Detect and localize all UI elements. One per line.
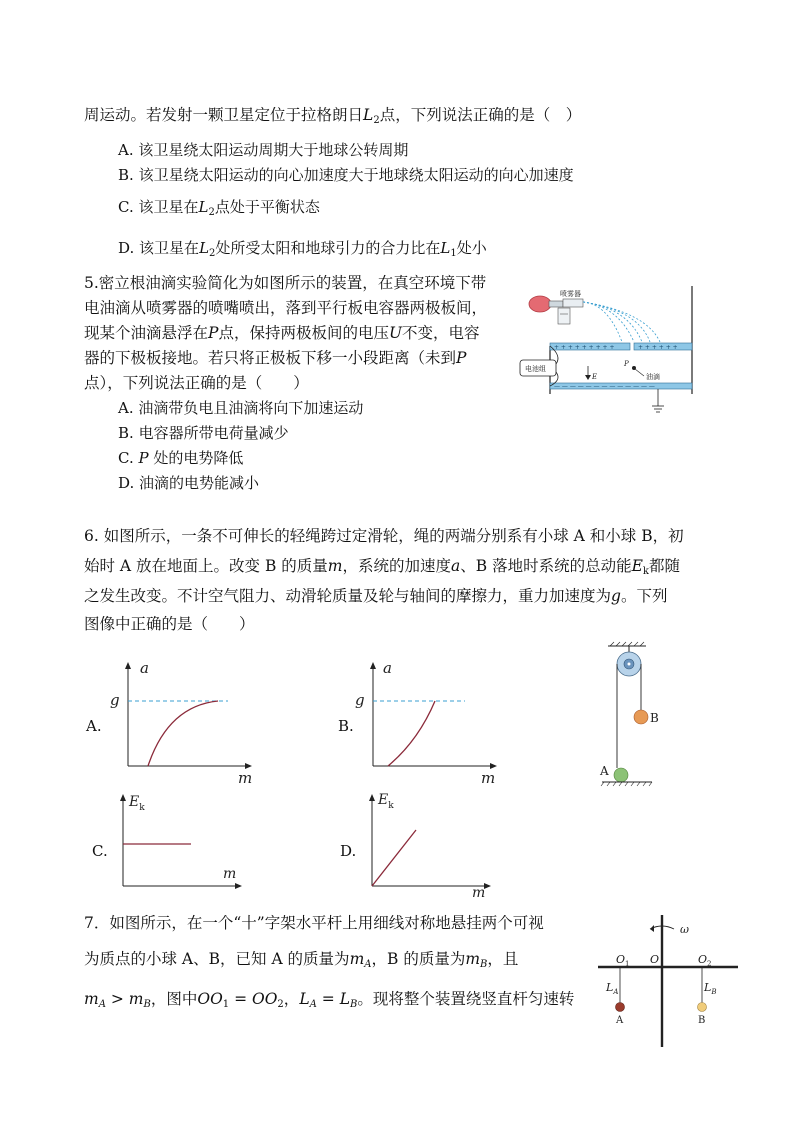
q5-line2: 电油滴从喷雾器的喷嘴喷出，落到平行板电容器两极板间， [84, 299, 488, 317]
ball-a-label: A [616, 1015, 624, 1026]
la-label: $L_A$ [606, 981, 619, 996]
curve-b [388, 701, 435, 766]
q6-line4: 图像中正确的是（ ） [84, 615, 255, 633]
q7-line1: 7．如图所示，在一个“十”字架水平杆上用细线对称地悬挂两个可视 [84, 914, 544, 932]
graph-a-label: A. [86, 717, 102, 735]
lb-label: $L_B$ [704, 981, 717, 996]
x-axis-label: m [223, 866, 237, 882]
q4-stem: 周运动。若发射一颗卫星定位于拉格朗日$L_2$点，下列说法正确的是（ ） [84, 106, 582, 126]
g-label: g [110, 691, 120, 709]
q7-line2: 为质点的小球 A、B，已知 A 的质量为$m_A$，B 的质量为$m_B$，且 [84, 950, 519, 970]
svg-text:+ + + + + +: + + + + + + [638, 344, 678, 351]
curve-a [148, 701, 218, 766]
ball-a [614, 768, 628, 782]
sprayer-bulb [529, 296, 551, 312]
svg-text:+ + + + + + + + +: + + + + + + + + + [554, 344, 615, 351]
q7-line3: $m_A > m_B$，图中$OO_1 = OO_2$，$L_A = L_B$。现将整个装置绕竖直杆匀速转 [84, 990, 575, 1010]
q5-line4: 器的下极板接地。若只将正极板下移一小段距离（未到P [84, 349, 467, 367]
graph-c-label: C. [92, 842, 108, 860]
x-axis-label: m [238, 769, 253, 787]
p-label: P [624, 360, 629, 368]
q4-option-a: A. 该卫星绕太阳运动周期大于地球公转周期 [118, 141, 409, 159]
field-label: E [592, 373, 598, 381]
y-axis-label: a [383, 659, 392, 677]
graph-d-label: D. [340, 842, 357, 860]
g-label: g [355, 691, 365, 709]
x-axis-label: m [481, 769, 496, 787]
graph-c [103, 786, 253, 896]
y-axis-label: $E_k$ [129, 794, 145, 813]
q6-line1: 6. 如图所示，一条不可伸长的轻绳跨过定滑轮，绳的两端分别系有小球 A 和小球 B，初 [84, 527, 684, 545]
ball-b-label: B [698, 1015, 706, 1026]
q5-line5: 点），下列说法正确的是（ ） [84, 374, 309, 392]
y-axis-label: a [140, 659, 149, 677]
graph-a [108, 656, 258, 786]
cross-frame-figure [594, 915, 740, 1051]
battery-label: 电池组 [525, 365, 546, 373]
ball-b [698, 1003, 707, 1012]
o-label: O [650, 953, 660, 966]
graph-d [352, 786, 502, 901]
q6-line3: 之发生改变。不计空气阻力、动滑轮质量及轮与轴间的摩擦力，重力加速度为g。下列 [84, 587, 668, 605]
q6-line2: 始时 A 放在地面上。改变 B 的质量m，系统的加速度a、B 落地时系统的总动能$E_k$都随 [84, 557, 680, 577]
omega-label: ω [680, 923, 689, 936]
curve-d [372, 830, 416, 886]
x-axis-label: m [472, 885, 486, 901]
q5-option-a: A. 油滴带负电且油滴将向下加速运动 [118, 399, 364, 417]
ball-b-label: B [650, 711, 659, 725]
graph-b [353, 656, 503, 786]
ball-b [634, 710, 648, 724]
pulley-figure [596, 642, 672, 792]
o2-label: $O_2$ [698, 953, 712, 968]
ball-a [616, 1003, 625, 1012]
svg-text:— — — — — — — — — — — — —: — — — — — — — — — — — — — [554, 383, 655, 390]
q5-line1: 5.密立根油滴实验简化为如图所示的装置，在真空环境下带 [84, 274, 487, 292]
ball-a-label: A [600, 764, 609, 778]
droplet-label: 油滴 [646, 373, 660, 381]
spray-paths [583, 302, 660, 342]
q4-option-c: C. 该卫星在$L_2$点处于平衡状态 [118, 198, 320, 218]
q4-option-b: B. 该卫星绕太阳运动的向心加速度大于地球绕太阳运动的向心加速度 [118, 166, 574, 184]
q5-option-b: B. 电容器所带电荷量减少 [118, 424, 289, 442]
q5-option-c: C. P 处的电势降低 [118, 449, 244, 467]
q5-line3: 现某个油滴悬浮在P点，保持两极板间的电压U不变，电容 [84, 324, 480, 342]
graph-b-label: B. [338, 717, 354, 735]
q4-option-d: D. 该卫星在$L_2$处所受太阳和地球引力的合力比在$L_1$处小 [118, 239, 487, 259]
sprayer-label: 喷雾器 [560, 290, 581, 298]
q5-option-d: D. 油滴的电势能减小 [118, 474, 260, 492]
y-axis-label: $E_k$ [378, 792, 394, 811]
millikan-apparatus-figure [518, 284, 698, 424]
o1-label: $O_1$ [616, 953, 630, 968]
